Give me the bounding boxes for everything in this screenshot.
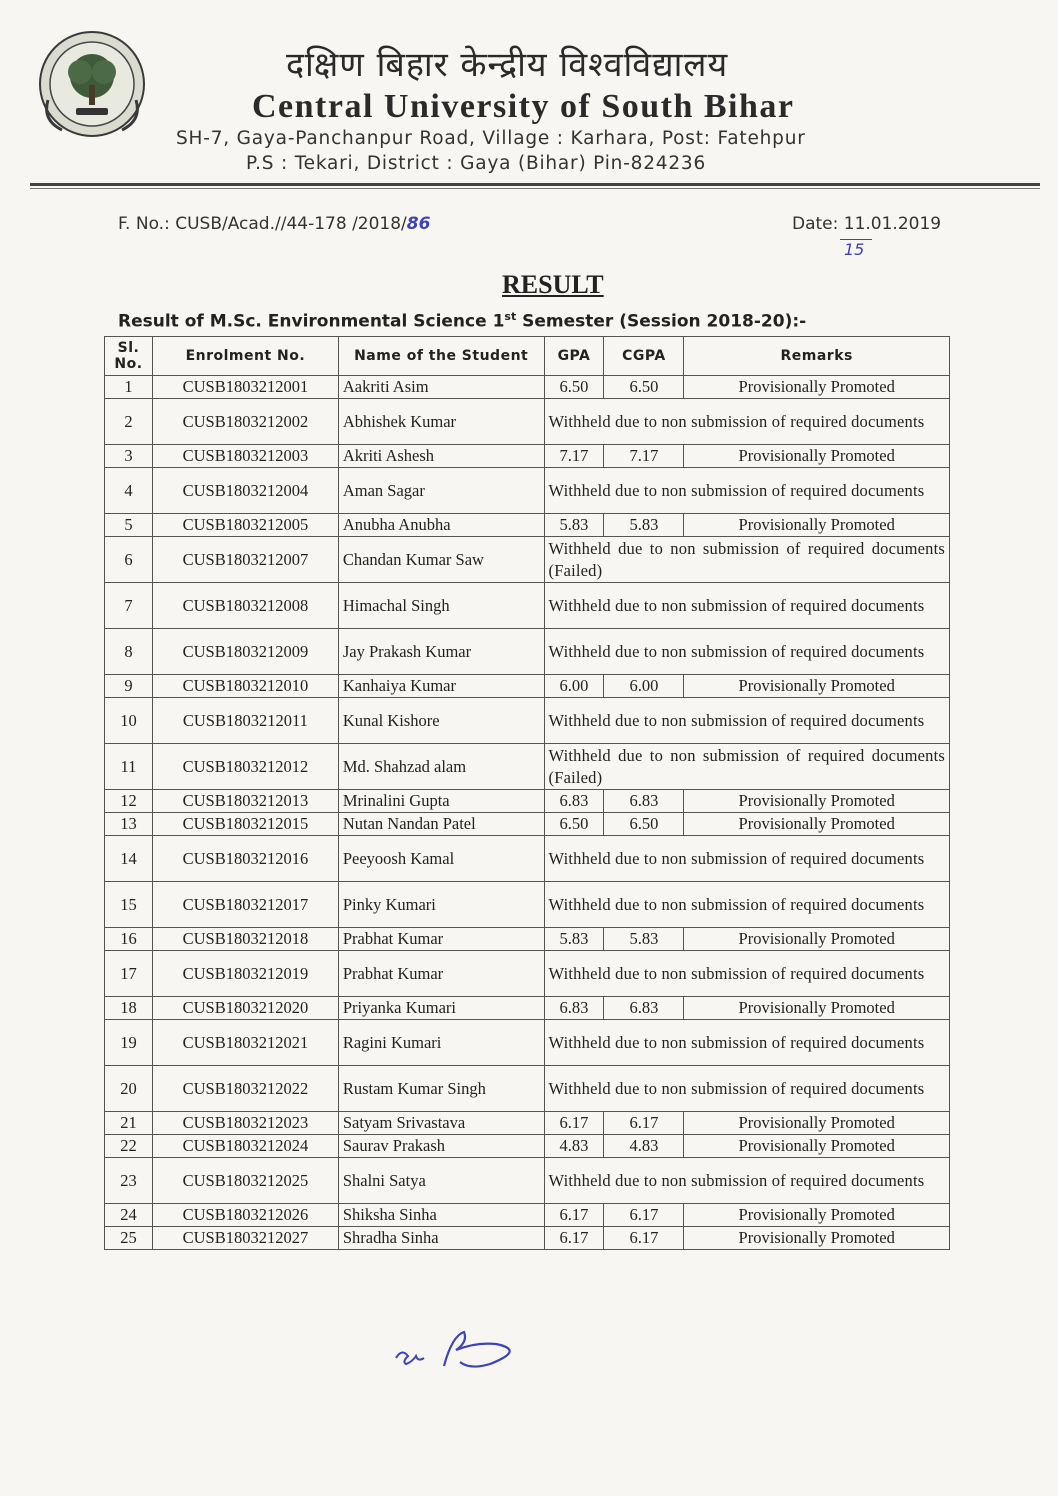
cell-gpa: 5.83 <box>544 928 604 951</box>
cell-enrolment: CUSB1803212019 <box>152 951 338 997</box>
address-line-1: SH-7, Gaya-Panchanpur Road, Village : Karhara, Post: Fatehpur <box>176 128 806 149</box>
address-line-2: P.S : Tekari, District : Gaya (Bihar) Pin-824236 <box>246 153 707 174</box>
cell-cgpa: 5.83 <box>604 514 684 537</box>
cell-name: Aman Sagar <box>338 468 544 514</box>
cell-withheld-remarks: Withheld due to non submission of required documents <box>544 468 950 514</box>
cell-sl: 7 <box>105 583 153 629</box>
file-number <box>118 214 430 234</box>
cell-sl: 25 <box>105 1227 153 1250</box>
cell-cgpa: 6.17 <box>604 1204 684 1227</box>
cell-gpa: 6.00 <box>544 675 604 698</box>
cell-name: Abhishek Kumar <box>338 399 544 445</box>
cell-remarks: Provisionally Promoted <box>684 997 950 1020</box>
cell-withheld-remarks: Withheld due to non submission of required documents <box>544 836 950 882</box>
cell-enrolment: CUSB1803212007 <box>152 537 338 583</box>
cell-name: Rustam Kumar Singh <box>338 1066 544 1112</box>
cell-withheld-remarks: Withheld due to non submission of required documents <box>544 1158 950 1204</box>
cell-cgpa: 6.00 <box>604 675 684 698</box>
cell-withheld-remarks: Withheld due to non submission of required documents (Failed) <box>544 744 950 790</box>
cell-sl: 14 <box>105 836 153 882</box>
cell-enrolment: CUSB1803212011 <box>152 698 338 744</box>
cell-name: Shradha Sinha <box>338 1227 544 1250</box>
table-row <box>105 376 950 399</box>
cell-sl: 6 <box>105 537 153 583</box>
cell-name: Shalni Satya <box>338 1158 544 1204</box>
cell-enrolment: CUSB1803212012 <box>152 744 338 790</box>
cell-withheld-remarks: Withheld due to non submission of required documents <box>544 399 950 445</box>
cell-sl: 8 <box>105 629 153 675</box>
cell-withheld-remarks: Withheld due to non submission of required documents <box>544 1020 950 1066</box>
table-row <box>105 997 950 1020</box>
col-header-cgpa: CGPA <box>604 337 684 376</box>
cell-name: Prabhat Kumar <box>338 951 544 997</box>
cell-sl: 18 <box>105 997 153 1020</box>
cell-cgpa: 6.83 <box>604 997 684 1020</box>
cell-cgpa: 5.83 <box>604 928 684 951</box>
cell-remarks: Provisionally Promoted <box>684 813 950 836</box>
table-row <box>105 882 950 928</box>
cell-gpa: 5.83 <box>544 514 604 537</box>
table-row <box>105 790 950 813</box>
cell-sl: 20 <box>105 1066 153 1112</box>
ordinal-suffix: st <box>504 310 517 323</box>
cell-remarks: Provisionally Promoted <box>684 1135 950 1158</box>
table-row <box>105 399 950 445</box>
cell-withheld-remarks: Withheld due to non submission of required documents <box>544 882 950 928</box>
cell-enrolment: CUSB1803212020 <box>152 997 338 1020</box>
cell-enrolment: CUSB1803212026 <box>152 1204 338 1227</box>
table-row <box>105 629 950 675</box>
cell-sl: 13 <box>105 813 153 836</box>
cell-enrolment: CUSB1803212001 <box>152 376 338 399</box>
cell-cgpa: 6.83 <box>604 790 684 813</box>
table-row <box>105 1066 950 1112</box>
cell-enrolment: CUSB1803212005 <box>152 514 338 537</box>
cell-sl: 22 <box>105 1135 153 1158</box>
table-row <box>105 813 950 836</box>
table-row <box>105 698 950 744</box>
cell-gpa: 6.83 <box>544 997 604 1020</box>
col-header-sl: Sl. No. <box>105 337 153 376</box>
table-row <box>105 836 950 882</box>
cell-sl: 11 <box>105 744 153 790</box>
table-row <box>105 514 950 537</box>
cell-remarks: Provisionally Promoted <box>684 790 950 813</box>
cell-sl: 17 <box>105 951 153 997</box>
file-number-text: F. No.: CUSB/Acad.//44-178 /2018/ <box>118 214 407 234</box>
cell-enrolment: CUSB1803212018 <box>152 928 338 951</box>
col-header-enrolment: Enrolment No. <box>152 337 338 376</box>
cell-remarks: Provisionally Promoted <box>684 1112 950 1135</box>
cell-cgpa: 6.50 <box>604 376 684 399</box>
cell-name: Jay Prakash Kumar <box>338 629 544 675</box>
cell-cgpa: 6.17 <box>604 1227 684 1250</box>
cell-name: Pinky Kumari <box>338 882 544 928</box>
issue-date: Date: 11.01.2019 <box>792 214 942 234</box>
cell-withheld-remarks: Withheld due to non submission of required documents (Failed) <box>544 537 950 583</box>
table-row <box>105 1227 950 1250</box>
cell-enrolment: CUSB1803212017 <box>152 882 338 928</box>
cell-remarks: Provisionally Promoted <box>684 1227 950 1250</box>
table-row <box>105 1158 950 1204</box>
cell-enrolment: CUSB1803212010 <box>152 675 338 698</box>
cell-enrolment: CUSB1803212025 <box>152 1158 338 1204</box>
cell-name: Satyam Srivastava <box>338 1112 544 1135</box>
cell-sl: 9 <box>105 675 153 698</box>
table-row <box>105 1204 950 1227</box>
table-row <box>105 744 950 790</box>
cell-name: Chandan Kumar Saw <box>338 537 544 583</box>
result-table-title: Result of M.Sc. Environmental Science 1st Semester (Session 2018-20):- <box>118 310 807 332</box>
table-row <box>105 537 950 583</box>
cell-cgpa: 6.50 <box>604 813 684 836</box>
cell-gpa: 6.17 <box>544 1204 604 1227</box>
cell-cgpa: 6.17 <box>604 1112 684 1135</box>
cell-name: Anubha Anubha <box>338 514 544 537</box>
cell-enrolment: CUSB1803212027 <box>152 1227 338 1250</box>
cell-sl: 23 <box>105 1158 153 1204</box>
cell-sl: 1 <box>105 376 153 399</box>
cell-name: Priyanka Kumari <box>338 997 544 1020</box>
cell-name: Shiksha Sinha <box>338 1204 544 1227</box>
table-row <box>105 1135 950 1158</box>
university-seal-icon <box>38 30 146 138</box>
cell-enrolment: CUSB1803212022 <box>152 1066 338 1112</box>
cell-enrolment: CUSB1803212002 <box>152 399 338 445</box>
cell-enrolment: CUSB1803212009 <box>152 629 338 675</box>
cell-name: Himachal Singh <box>338 583 544 629</box>
cell-sl: 16 <box>105 928 153 951</box>
date-handwritten-note: 15 <box>844 240 865 259</box>
cell-sl: 5 <box>105 514 153 537</box>
cell-withheld-remarks: Withheld due to non submission of required documents <box>544 583 950 629</box>
cell-enrolment: CUSB1803212015 <box>152 813 338 836</box>
cell-withheld-remarks: Withheld due to non submission of required documents <box>544 698 950 744</box>
cell-enrolment: CUSB1803212016 <box>152 836 338 882</box>
cell-cgpa: 7.17 <box>604 445 684 468</box>
cell-enrolment: CUSB1803212003 <box>152 445 338 468</box>
handwritten-signature <box>388 1318 538 1378</box>
cell-sl: 15 <box>105 882 153 928</box>
cell-name: Prabhat Kumar <box>338 928 544 951</box>
cell-sl: 4 <box>105 468 153 514</box>
cell-cgpa: 4.83 <box>604 1135 684 1158</box>
table-row <box>105 951 950 997</box>
cell-sl: 2 <box>105 399 153 445</box>
cell-name: Akriti Ashesh <box>338 445 544 468</box>
header-divider-thin <box>30 188 1040 189</box>
cell-sl: 19 <box>105 1020 153 1066</box>
cell-gpa: 7.17 <box>544 445 604 468</box>
cell-name: Saurav Prakash <box>338 1135 544 1158</box>
cell-sl: 12 <box>105 790 153 813</box>
cell-name: Kunal Kishore <box>338 698 544 744</box>
cell-enrolment: CUSB1803212021 <box>152 1020 338 1066</box>
cell-name: Kanhaiya Kumar <box>338 675 544 698</box>
cell-enrolment: CUSB1803212013 <box>152 790 338 813</box>
cell-remarks: Provisionally Promoted <box>684 928 950 951</box>
cell-sl: 3 <box>105 445 153 468</box>
cell-withheld-remarks: Withheld due to non submission of required documents <box>544 629 950 675</box>
result-table <box>104 336 950 1250</box>
result-heading: RESULT <box>502 270 604 299</box>
table-row <box>105 928 950 951</box>
cell-remarks: Provisionally Promoted <box>684 445 950 468</box>
table-row <box>105 445 950 468</box>
table-row <box>105 1020 950 1066</box>
cell-remarks: Provisionally Promoted <box>684 675 950 698</box>
cell-gpa: 6.17 <box>544 1227 604 1250</box>
cell-gpa: 6.50 <box>544 376 604 399</box>
cell-enrolment: CUSB1803212008 <box>152 583 338 629</box>
table-row <box>105 1112 950 1135</box>
cell-gpa: 4.83 <box>544 1135 604 1158</box>
col-header-name: Name of the Student <box>338 337 544 376</box>
cell-sl: 24 <box>105 1204 153 1227</box>
cell-sl: 10 <box>105 698 153 744</box>
cell-gpa: 6.50 <box>544 813 604 836</box>
table-row <box>105 583 950 629</box>
cell-enrolment: CUSB1803212023 <box>152 1112 338 1135</box>
university-hindi-name: दक्षिण बिहार केन्द्रीय विश्वविद्यालय <box>286 45 729 85</box>
cell-enrolment: CUSB1803212024 <box>152 1135 338 1158</box>
cell-name: Ragini Kumari <box>338 1020 544 1066</box>
cell-name: Mrinalini Gupta <box>338 790 544 813</box>
col-header-gpa: GPA <box>544 337 604 376</box>
cell-withheld-remarks: Withheld due to non submission of required documents <box>544 1066 950 1112</box>
cell-remarks: Provisionally Promoted <box>684 514 950 537</box>
cell-name: Aakriti Asim <box>338 376 544 399</box>
col-header-remarks: Remarks <box>684 337 950 376</box>
cell-remarks: Provisionally Promoted <box>684 1204 950 1227</box>
file-number-handwritten: 86 <box>406 214 431 234</box>
cell-withheld-remarks: Withheld due to non submission of required documents <box>544 951 950 997</box>
cell-sl: 21 <box>105 1112 153 1135</box>
cell-gpa: 6.17 <box>544 1112 604 1135</box>
header-divider <box>30 183 1040 186</box>
table-row <box>105 468 950 514</box>
table-row <box>105 675 950 698</box>
cell-remarks: Provisionally Promoted <box>684 376 950 399</box>
cell-name: Peeyoosh Kamal <box>338 836 544 882</box>
table-header-row <box>105 337 950 376</box>
cell-name: Nutan Nandan Patel <box>338 813 544 836</box>
cell-name: Md. Shahzad alam <box>338 744 544 790</box>
university-english-name: Central University of South Bihar <box>252 88 795 125</box>
cell-enrolment: CUSB1803212004 <box>152 468 338 514</box>
cell-gpa: 6.83 <box>544 790 604 813</box>
